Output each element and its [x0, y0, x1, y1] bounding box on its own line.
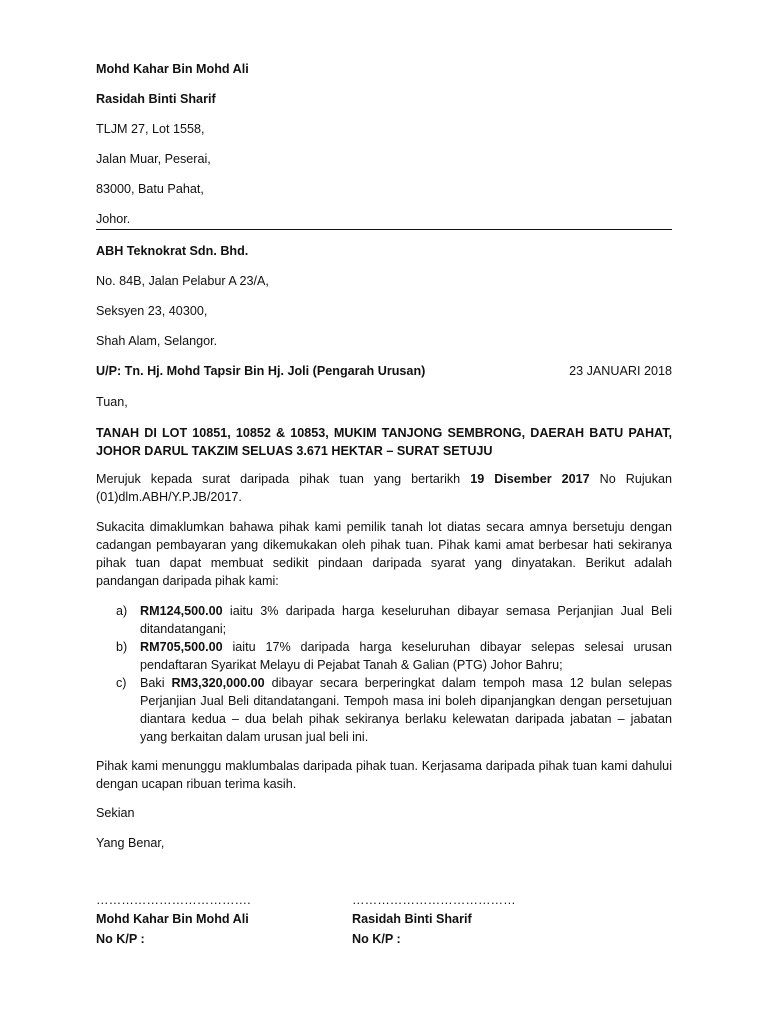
list-item: a) RM124,500.00 iaitu 3% daripada harga keseluruhan dibayar semasa Perjanjian Jual Beli ditandatangani;: [116, 604, 672, 636]
reference-date: 19 Disember 2017: [470, 472, 590, 486]
subject-heading: [96, 424, 672, 460]
amount: RM124,500.00: [140, 604, 223, 618]
paragraph-reference: Merujuk kepada surat daripada pihak tuan yang bertarikh 19 Disember 2017 No Rujukan (01)dlm.ABH/Y.P.JB/2017.: [96, 472, 672, 504]
closing-yang-benar: Yang Benar,: [96, 836, 165, 850]
sender-name-1: Mohd Kahar Bin Mohd Ali: [96, 62, 249, 76]
subject-line-2: JOHOR DARUL TAKZIM SELUAS 3.671 HEKTAR – SURAT SETUJU: [96, 444, 493, 458]
signatory-ic: No K/P :: [96, 932, 145, 946]
sender-address-line: 83000, Batu Pahat,: [96, 182, 204, 196]
recipient-address-line: Shah Alam, Selangor.: [96, 334, 218, 348]
sender-address-line: TLJM 27, Lot 1558,: [96, 122, 205, 136]
recipient-address-line: No. 84B, Jalan Pelabur A 23/A,: [96, 274, 269, 288]
salutation: Tuan,: [96, 395, 128, 409]
recipient-company: ABH Teknokrat Sdn. Bhd.: [96, 244, 249, 258]
sender-name-2: Rasidah Binti Sharif: [96, 92, 216, 106]
amount: RM705,500.00: [140, 640, 223, 654]
list-item: c) Baki RM3,320,000.00 dibayar secara berperingkat dalam tempoh masa 12 bulan selepas Perjanjian Jual Beli ditandatangani. Tempoh masa ini boleh dipanjangkan dengan persetujuan diantara kedua – dua belah pihak sekiranya berlaku kelewatan daripada jabatan – jabatan yang berkaitan dalam urusan jual beli ini.: [116, 676, 673, 744]
list-item: b) RM705,500.00 iaitu 17% daripada harga keseluruhan dibayar selepas selesai urusan pendaftaran Syarikat Melayu di Pejabat Tanah & Galian (PTG) Johor Bahru;: [116, 640, 672, 672]
attention-line: U/P: Tn. Hj. Mohd Tapsir Bin Hj. Joli (Pengarah Urusan): [96, 364, 426, 378]
signatory-ic: No K/P :: [352, 932, 401, 946]
paragraph-closing: Pihak kami menunggu maklumbalas daripada pihak tuan. Kerjasama daripada pihak tuan kami dahului dengan ucapan ribuan terima kasih.: [96, 759, 672, 791]
amount: RM3,320,000.00: [171, 676, 265, 690]
sender-address-line: Jalan Muar, Peserai,: [96, 152, 211, 166]
closing-sekian: Sekian: [96, 806, 135, 820]
letter-date: 23 JANUARI 2018: [569, 364, 672, 378]
payment-terms-list: [96, 602, 672, 746]
signatory-name: Mohd Kahar Bin Mohd Ali: [96, 912, 249, 926]
subject-line-1: TANAH DI LOT 10851, 10852 & 10853, MUKIM TANJONG SEMBRONG, DAERAH BATU PAHAT,: [96, 426, 672, 440]
sender-address-line: Johor.: [96, 212, 131, 226]
recipient-address-line: Seksyen 23, 40300,: [96, 304, 208, 318]
signature-line: …………………………………: [352, 893, 516, 907]
signatory-name: Rasidah Binti Sharif: [352, 912, 472, 926]
divider-line: [96, 229, 672, 230]
paragraph-agreement: Sukacita dimaklumkan bahawa pihak kami pemilik tanah lot diatas secara amnya bersetuju dengan cadangan pembayaran yang dikemukakan oleh pihak tuan. Pihak kami amat berbesar hati sekiranya pihak tuan dapat membuat sedikit pindaan daripada syarat yang dinyatakan. Berikut adalah pandangan daripada pihak kami:: [96, 520, 672, 588]
signature-line: ……………………………….: [96, 893, 251, 907]
